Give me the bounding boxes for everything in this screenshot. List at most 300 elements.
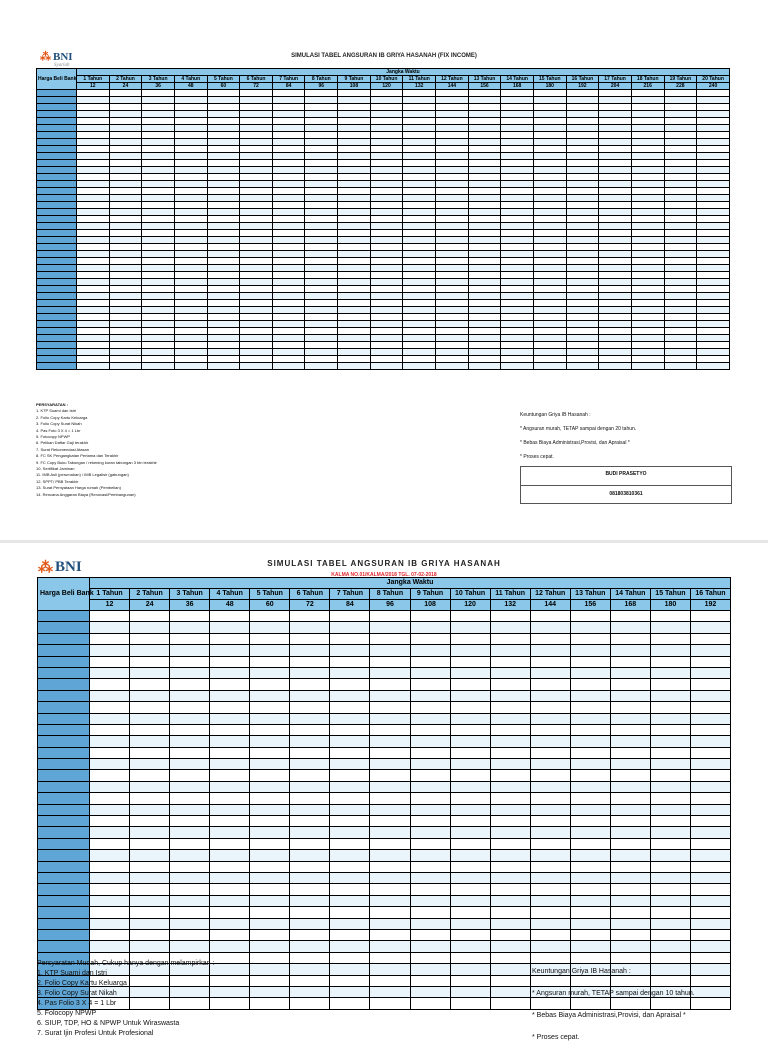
installment-cell bbox=[610, 793, 650, 804]
installment-cell bbox=[436, 314, 469, 321]
installment-cell bbox=[403, 279, 436, 286]
installment-cell bbox=[109, 342, 142, 349]
installment-cell bbox=[450, 702, 490, 713]
installment-cell bbox=[403, 216, 436, 223]
installment-cell bbox=[697, 104, 730, 111]
installment-cell bbox=[501, 188, 534, 195]
installment-cell bbox=[170, 861, 210, 872]
installment-cell bbox=[338, 104, 371, 111]
installment-cell bbox=[240, 258, 273, 265]
requirements-title: Persyaratan Mudah, Cukup hanya dengan melampirkan : bbox=[37, 960, 215, 967]
installment-cell bbox=[436, 202, 469, 209]
installment-cell bbox=[697, 328, 730, 335]
installment-cell bbox=[250, 804, 290, 815]
installment-cell bbox=[77, 237, 110, 244]
installment-cell bbox=[210, 724, 250, 735]
installment-cell bbox=[436, 237, 469, 244]
installment-cell bbox=[370, 286, 403, 293]
installment-cell bbox=[210, 850, 250, 861]
price-cell bbox=[37, 223, 77, 230]
installment-cell bbox=[650, 611, 690, 622]
installment-cell bbox=[468, 349, 501, 356]
installment-cell bbox=[240, 356, 273, 363]
installment-cell bbox=[599, 181, 632, 188]
installment-cell bbox=[501, 244, 534, 251]
installment-cell bbox=[272, 90, 305, 97]
installment-cell bbox=[403, 349, 436, 356]
installment-cell bbox=[450, 622, 490, 633]
installment-cell bbox=[240, 237, 273, 244]
installment-cell bbox=[468, 216, 501, 223]
installment-cell bbox=[490, 747, 530, 758]
installment-cell bbox=[305, 174, 338, 181]
installment-cell bbox=[250, 884, 290, 895]
installment-cell bbox=[109, 111, 142, 118]
installment-cell bbox=[207, 328, 240, 335]
installment-cell bbox=[599, 153, 632, 160]
installment-cell bbox=[410, 941, 450, 952]
installment-cell bbox=[664, 181, 697, 188]
installment-cell bbox=[210, 975, 250, 986]
installment-cell bbox=[610, 929, 650, 940]
installment-cell bbox=[690, 872, 730, 883]
installment-cell bbox=[142, 202, 175, 209]
table-row bbox=[38, 918, 731, 929]
installment-cell bbox=[109, 188, 142, 195]
price-cell bbox=[38, 838, 90, 849]
installment-cell bbox=[130, 793, 170, 804]
installment-cell bbox=[533, 174, 566, 181]
requirements-section bbox=[36, 402, 157, 498]
installment-cell bbox=[450, 611, 490, 622]
installment-cell bbox=[174, 139, 207, 146]
installment-cell bbox=[610, 611, 650, 622]
installment-cell bbox=[410, 724, 450, 735]
installment-cell bbox=[501, 258, 534, 265]
installment-cell bbox=[174, 244, 207, 251]
installment-cell bbox=[338, 230, 371, 237]
installment-cell bbox=[436, 251, 469, 258]
installment-cell bbox=[650, 679, 690, 690]
installment-cell bbox=[370, 827, 410, 838]
installment-cell bbox=[207, 195, 240, 202]
installment-cell bbox=[130, 918, 170, 929]
installment-cell bbox=[631, 153, 664, 160]
header-year: 11 Tahun bbox=[403, 76, 436, 83]
installment-cell bbox=[631, 223, 664, 230]
table-row bbox=[38, 929, 731, 940]
installment-cell bbox=[142, 279, 175, 286]
installment-cell bbox=[370, 300, 403, 307]
installment-cell bbox=[403, 188, 436, 195]
installment-cell bbox=[403, 272, 436, 279]
installment-cell bbox=[697, 146, 730, 153]
installment-cell bbox=[250, 929, 290, 940]
installment-cell bbox=[250, 622, 290, 633]
installment-cell bbox=[410, 622, 450, 633]
installment-cell bbox=[290, 952, 330, 963]
installment-cell bbox=[290, 941, 330, 952]
installment-cell bbox=[142, 335, 175, 342]
installment-cell bbox=[450, 679, 490, 690]
installment-cell bbox=[330, 964, 370, 975]
installment-cell bbox=[250, 713, 290, 724]
installment-cell bbox=[533, 237, 566, 244]
installment-cell bbox=[403, 251, 436, 258]
installment-cell bbox=[142, 167, 175, 174]
installment-cell bbox=[664, 202, 697, 209]
installment-cell bbox=[610, 781, 650, 792]
installment-cell bbox=[210, 679, 250, 690]
installment-cell bbox=[490, 907, 530, 918]
installment-cell bbox=[207, 160, 240, 167]
installment-cell bbox=[566, 104, 599, 111]
installment-cell bbox=[272, 244, 305, 251]
installment-cell bbox=[436, 335, 469, 342]
installment-cell bbox=[250, 770, 290, 781]
installment-cell bbox=[130, 770, 170, 781]
installment-cell bbox=[664, 314, 697, 321]
contact-phone: 081803810361 bbox=[609, 491, 643, 497]
installment-cell bbox=[77, 118, 110, 125]
installment-cell bbox=[468, 174, 501, 181]
installment-cell bbox=[403, 307, 436, 314]
installment-cell bbox=[570, 895, 610, 906]
installment-cell bbox=[90, 816, 130, 827]
installment-cell bbox=[90, 690, 130, 701]
installment-cell bbox=[450, 724, 490, 735]
installment-cell bbox=[530, 622, 570, 633]
installment-cell bbox=[305, 188, 338, 195]
installment-cell bbox=[664, 279, 697, 286]
requirement-item: 4. Pas Folio 3 X 4 = 1 Lbr bbox=[37, 1000, 117, 1007]
price-cell bbox=[38, 679, 90, 690]
installment-cell bbox=[90, 679, 130, 690]
header-year: 10 Tahun bbox=[450, 589, 490, 600]
installment-cell bbox=[207, 237, 240, 244]
price-cell bbox=[37, 251, 77, 258]
installment-cell bbox=[170, 872, 210, 883]
installment-cell bbox=[468, 153, 501, 160]
installment-cell bbox=[250, 816, 290, 827]
installment-cell bbox=[130, 633, 170, 644]
price-cell bbox=[37, 209, 77, 216]
installment-cell bbox=[468, 90, 501, 97]
installment-cell bbox=[250, 667, 290, 678]
installment-cell bbox=[338, 139, 371, 146]
installment-cell bbox=[330, 633, 370, 644]
installment-cell bbox=[142, 97, 175, 104]
installment-cell bbox=[305, 300, 338, 307]
installment-cell bbox=[90, 804, 130, 815]
installment-cell bbox=[305, 363, 338, 370]
installment-cell bbox=[90, 884, 130, 895]
header-year: 3 Tahun bbox=[170, 589, 210, 600]
installment-cell bbox=[468, 139, 501, 146]
installment-cell bbox=[450, 713, 490, 724]
installment-cell bbox=[566, 209, 599, 216]
installment-cell bbox=[305, 349, 338, 356]
installment-cell bbox=[142, 153, 175, 160]
installment-cell bbox=[370, 633, 410, 644]
installment-cell bbox=[566, 314, 599, 321]
installment-cell bbox=[174, 111, 207, 118]
installment-cell bbox=[436, 146, 469, 153]
installment-cell bbox=[130, 713, 170, 724]
installment-cell bbox=[240, 244, 273, 251]
installment-cell bbox=[533, 335, 566, 342]
installment-cell bbox=[530, 702, 570, 713]
installment-cell bbox=[370, 174, 403, 181]
installment-cell bbox=[501, 118, 534, 125]
installment-cell bbox=[631, 139, 664, 146]
installment-cell bbox=[207, 97, 240, 104]
table-row bbox=[38, 656, 731, 667]
installment-cell bbox=[450, 645, 490, 656]
requirement-item: 10. Sertifikat Jaminan bbox=[36, 466, 75, 472]
price-cell bbox=[37, 97, 77, 104]
installment-cell bbox=[403, 363, 436, 370]
installment-cell bbox=[90, 861, 130, 872]
header-month: 84 bbox=[330, 600, 370, 611]
price-cell bbox=[38, 793, 90, 804]
installment-cell bbox=[290, 895, 330, 906]
installment-cell bbox=[170, 850, 210, 861]
installment-cell bbox=[690, 986, 730, 997]
installment-cell bbox=[599, 265, 632, 272]
installment-cell bbox=[305, 293, 338, 300]
installment-cell bbox=[210, 690, 250, 701]
installment-cell bbox=[631, 174, 664, 181]
installment-cell bbox=[570, 759, 610, 770]
installment-cell bbox=[174, 174, 207, 181]
installment-cell bbox=[370, 314, 403, 321]
installment-cell bbox=[490, 986, 530, 997]
header-year: 10 Tahun bbox=[370, 76, 403, 83]
installment-cell bbox=[599, 216, 632, 223]
installment-cell bbox=[210, 941, 250, 952]
installment-cell bbox=[533, 342, 566, 349]
installment-cell bbox=[207, 174, 240, 181]
installment-cell bbox=[468, 230, 501, 237]
installment-cell bbox=[90, 872, 130, 883]
installment-cell bbox=[410, 770, 450, 781]
installment-cell bbox=[90, 645, 130, 656]
installment-cell bbox=[530, 838, 570, 849]
header-price: Harga Beli Bank bbox=[37, 69, 77, 90]
installment-cell bbox=[174, 237, 207, 244]
installment-cell bbox=[130, 804, 170, 815]
installment-cell bbox=[142, 363, 175, 370]
installment-cell bbox=[240, 300, 273, 307]
installment-cell bbox=[530, 611, 570, 622]
installment-cell bbox=[403, 209, 436, 216]
installment-cell bbox=[403, 90, 436, 97]
installment-cell bbox=[610, 918, 650, 929]
installment-cell bbox=[501, 195, 534, 202]
installment-cell bbox=[490, 895, 530, 906]
installment-cell bbox=[599, 195, 632, 202]
installment-cell bbox=[570, 690, 610, 701]
table-row bbox=[38, 872, 731, 883]
installment-cell bbox=[599, 244, 632, 251]
installment-cell bbox=[90, 736, 130, 747]
installment-cell bbox=[599, 237, 632, 244]
installment-cell bbox=[533, 146, 566, 153]
installment-cell bbox=[631, 342, 664, 349]
installment-cell bbox=[305, 160, 338, 167]
installment-cell bbox=[436, 153, 469, 160]
installment-cell bbox=[436, 188, 469, 195]
installment-cell bbox=[697, 286, 730, 293]
price-cell bbox=[38, 929, 90, 940]
header-month: 36 bbox=[170, 600, 210, 611]
installment-cell bbox=[468, 314, 501, 321]
installment-cell bbox=[174, 223, 207, 230]
installment-cell bbox=[468, 97, 501, 104]
installment-cell bbox=[77, 286, 110, 293]
installment-cell bbox=[240, 314, 273, 321]
installment-cell bbox=[109, 286, 142, 293]
requirements-list bbox=[37, 969, 214, 1039]
installment-cell bbox=[436, 363, 469, 370]
installment-cell bbox=[370, 736, 410, 747]
benefits-section bbox=[520, 408, 636, 464]
installment-cell bbox=[403, 167, 436, 174]
installment-cell bbox=[697, 251, 730, 258]
installment-cell bbox=[370, 125, 403, 132]
installment-cell bbox=[250, 759, 290, 770]
header-year: 18 Tahun bbox=[631, 76, 664, 83]
installment-cell bbox=[330, 702, 370, 713]
installment-cell bbox=[207, 321, 240, 328]
installment-cell bbox=[77, 265, 110, 272]
installment-cell bbox=[210, 952, 250, 963]
price-cell bbox=[38, 907, 90, 918]
table-row bbox=[37, 356, 730, 363]
installment-cell bbox=[697, 181, 730, 188]
installment-cell bbox=[450, 850, 490, 861]
installment-cell bbox=[570, 804, 610, 815]
installment-cell bbox=[530, 895, 570, 906]
installment-cell bbox=[530, 724, 570, 735]
header-month: 24 bbox=[130, 600, 170, 611]
installment-cell bbox=[250, 633, 290, 644]
installment-cell bbox=[530, 929, 570, 940]
installment-cell bbox=[450, 998, 490, 1009]
installment-cell bbox=[501, 300, 534, 307]
installment-cell bbox=[170, 611, 210, 622]
installment-cell bbox=[370, 244, 403, 251]
price-cell bbox=[37, 167, 77, 174]
installment-cell bbox=[370, 328, 403, 335]
installment-cell bbox=[142, 265, 175, 272]
installment-cell bbox=[610, 838, 650, 849]
installment-cell bbox=[210, 964, 250, 975]
installment-cell bbox=[370, 111, 403, 118]
installment-cell bbox=[370, 230, 403, 237]
installment-cell bbox=[468, 279, 501, 286]
installment-cell bbox=[240, 188, 273, 195]
installment-cell bbox=[530, 633, 570, 644]
installment-cell bbox=[468, 321, 501, 328]
installment-cell bbox=[570, 747, 610, 758]
requirement-item: 4. Pas Foto 3 X 4 = 1 Lbr bbox=[36, 427, 81, 433]
installment-cell bbox=[290, 793, 330, 804]
table-row bbox=[37, 279, 730, 286]
installment-cell bbox=[566, 230, 599, 237]
installment-cell bbox=[338, 202, 371, 209]
installment-cell bbox=[210, 884, 250, 895]
installment-cell bbox=[450, 952, 490, 963]
installment-cell bbox=[170, 759, 210, 770]
installment-cell bbox=[650, 850, 690, 861]
price-cell bbox=[38, 816, 90, 827]
installment-cell bbox=[403, 125, 436, 132]
installment-cell bbox=[501, 97, 534, 104]
installment-cell bbox=[490, 872, 530, 883]
installment-cell bbox=[130, 702, 170, 713]
installment-cell bbox=[109, 90, 142, 97]
price-cell bbox=[38, 872, 90, 883]
installment-cell bbox=[533, 132, 566, 139]
installment-cell bbox=[566, 111, 599, 118]
installment-cell bbox=[490, 611, 530, 622]
installment-cell bbox=[697, 195, 730, 202]
installment-cell bbox=[664, 118, 697, 125]
installment-cell bbox=[290, 724, 330, 735]
installment-cell bbox=[170, 622, 210, 633]
installment-cell bbox=[530, 804, 570, 815]
table-row bbox=[37, 335, 730, 342]
installment-cell bbox=[250, 747, 290, 758]
installment-cell bbox=[530, 941, 570, 952]
installment-cell bbox=[142, 174, 175, 181]
table-row bbox=[38, 724, 731, 735]
installment-cell bbox=[130, 907, 170, 918]
installment-cell bbox=[207, 307, 240, 314]
installment-cell bbox=[290, 861, 330, 872]
header-year: 2 Tahun bbox=[130, 589, 170, 600]
installment-cell bbox=[631, 363, 664, 370]
installment-cell bbox=[410, 964, 450, 975]
installment-cell bbox=[210, 645, 250, 656]
installment-cell bbox=[77, 258, 110, 265]
table-row bbox=[37, 342, 730, 349]
installment-cell bbox=[690, 816, 730, 827]
installment-cell bbox=[697, 125, 730, 132]
installment-cell bbox=[370, 611, 410, 622]
installment-cell bbox=[403, 328, 436, 335]
price-cell bbox=[38, 781, 90, 792]
installment-cell bbox=[490, 679, 530, 690]
price-cell bbox=[37, 272, 77, 279]
header-row-months bbox=[37, 83, 730, 90]
installment-cell bbox=[450, 816, 490, 827]
installment-cell bbox=[599, 342, 632, 349]
installment-cell bbox=[130, 622, 170, 633]
installment-cell bbox=[697, 111, 730, 118]
installment-cell bbox=[338, 153, 371, 160]
installment-cell bbox=[610, 907, 650, 918]
contact-name: BUDI PRASETYO bbox=[605, 471, 647, 477]
requirement-item: 8. FC SK Pengangkatan Pertama dan Terakhir bbox=[36, 453, 119, 459]
installment-cell bbox=[250, 781, 290, 792]
installment-cell bbox=[370, 656, 410, 667]
installment-cell bbox=[530, 827, 570, 838]
bni-logo-icon: ⁂ bbox=[38, 560, 53, 576]
requirement-item: 7. Surat Rekomendasi Atasan bbox=[36, 446, 89, 452]
